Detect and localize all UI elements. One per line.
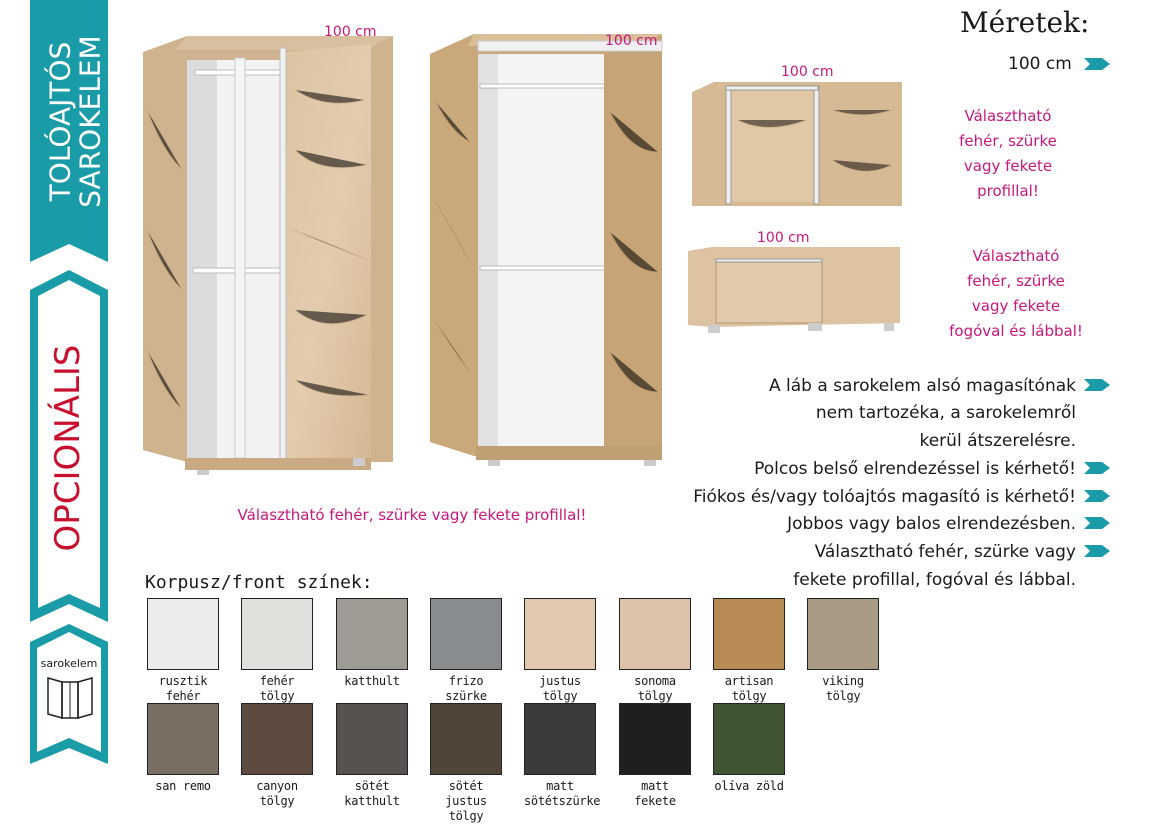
sizes-title: Méretek: <box>960 6 1090 39</box>
color-swatch-item <box>619 598 691 704</box>
feature-line: fekete profillal, fogóval és lábbal. <box>793 570 1076 590</box>
color-swatch-item <box>336 703 408 809</box>
arrow-icon <box>1084 517 1110 529</box>
color-swatch-label: fehér tölgy <box>259 674 295 703</box>
dimension-label: 100 cm <box>757 230 810 246</box>
color-swatch-label: matt sötétszürke <box>524 779 601 808</box>
top-box-note <box>938 104 1078 204</box>
color-swatch <box>713 703 785 775</box>
feature-line: nem tartozéka, a sarokelemről <box>815 403 1076 423</box>
color-swatch-label: rusztik fehér <box>158 674 208 703</box>
note-line: fehér, szürke <box>959 132 1057 150</box>
arrow-icon <box>1084 490 1110 502</box>
note-line: vagy fekete <box>963 157 1053 175</box>
color-swatch-item <box>241 703 313 809</box>
open-wardrobe-image <box>430 32 668 470</box>
color-swatch <box>336 703 408 775</box>
color-swatch-label: justus tölgy <box>539 674 581 703</box>
color-swatch <box>430 598 502 670</box>
arrow-icon <box>1084 462 1110 474</box>
feature-line: kerül átszerelésre. <box>919 431 1076 451</box>
dimension-label: 100 cm <box>605 33 658 49</box>
top-extension-box-image <box>692 80 902 212</box>
note-line: fehér, szürke <box>967 272 1065 290</box>
color-swatch-label: canyon tölgy <box>256 779 298 808</box>
colors-title: Korpusz/front színek: <box>145 572 373 593</box>
note-line: fogóval és lábbal! <box>949 322 1083 340</box>
color-swatch-item <box>524 703 601 809</box>
color-swatch-item <box>430 703 502 824</box>
color-swatch-label: sötét katthult <box>344 779 400 808</box>
arrow-icon <box>1084 379 1110 391</box>
color-swatch-item <box>713 598 785 704</box>
color-swatch-label: katthult <box>344 674 400 688</box>
color-swatch-item <box>147 703 219 794</box>
color-swatch-label: sötét justus tölgy <box>445 779 487 823</box>
color-swatch-item <box>713 703 785 794</box>
sizes-value: 100 cm <box>1008 54 1072 74</box>
drawer-extension-box-image <box>688 247 900 339</box>
color-swatch <box>241 703 313 775</box>
color-swatch <box>241 598 313 670</box>
feature-line: Jobbos vagy balos elrendezésben. <box>787 514 1076 534</box>
color-swatch <box>619 703 691 775</box>
color-swatch-label: frizo szürke <box>445 674 487 703</box>
note-line: Választható <box>972 247 1060 265</box>
profile-note: Választható fehér, szürke vagy fekete profillal! <box>237 506 587 524</box>
note-line: profillal! <box>977 182 1039 200</box>
color-swatch-label: viking tölgy <box>822 674 864 703</box>
feature-line: A láb a sarokelem alsó magasítónak <box>769 376 1076 396</box>
ribbon-title-line2: SAROKELEM <box>73 35 107 208</box>
corner-wardrobe-icon <box>44 672 96 722</box>
color-swatch-label: san remo <box>155 779 211 793</box>
note-line: Választható <box>964 107 1052 125</box>
color-swatch-item <box>619 703 691 809</box>
color-swatch-label: artisan tölgy <box>724 674 774 703</box>
dimension-label: 100 cm <box>324 24 377 40</box>
color-swatch <box>430 703 502 775</box>
dimension-label: 100 cm <box>781 64 834 80</box>
feature-line: Polcos belső elrendezéssel is kérhető! <box>754 459 1076 479</box>
color-swatch-label: matt fekete <box>634 779 676 808</box>
arrow-icon <box>1084 545 1110 557</box>
color-swatch-item <box>807 598 879 704</box>
color-swatch <box>147 598 219 670</box>
color-swatch-label: sonoma tölgy <box>634 674 676 703</box>
color-swatch-item <box>147 598 219 704</box>
drawer-box-note <box>928 244 1104 344</box>
feature-line: Fiókos és/vagy tolóajtós magasító is kérhető! <box>693 487 1076 507</box>
color-swatch-item <box>430 598 502 704</box>
color-swatch-item <box>524 598 596 704</box>
color-swatch-item <box>241 598 313 704</box>
corner-label: sarokelem <box>40 657 98 670</box>
color-swatch <box>619 598 691 670</box>
arrow-icon <box>1084 58 1110 70</box>
color-swatch <box>807 598 879 670</box>
color-swatch <box>336 598 408 670</box>
optional-label: OPCIONÁLIS <box>48 344 88 552</box>
color-swatch <box>524 598 596 670</box>
color-swatch-label: olíva zöld <box>714 779 784 793</box>
ribbon-title-line1: TOLÓAJTÓS <box>43 41 77 202</box>
sliding-wardrobe-image <box>135 30 393 475</box>
color-swatch <box>713 598 785 670</box>
note-line: vagy fekete <box>971 297 1061 315</box>
color-swatch <box>147 703 219 775</box>
color-swatch-item <box>336 598 408 689</box>
feature-line: Választható fehér, szürke vagy <box>814 542 1076 562</box>
color-swatch <box>524 703 596 775</box>
